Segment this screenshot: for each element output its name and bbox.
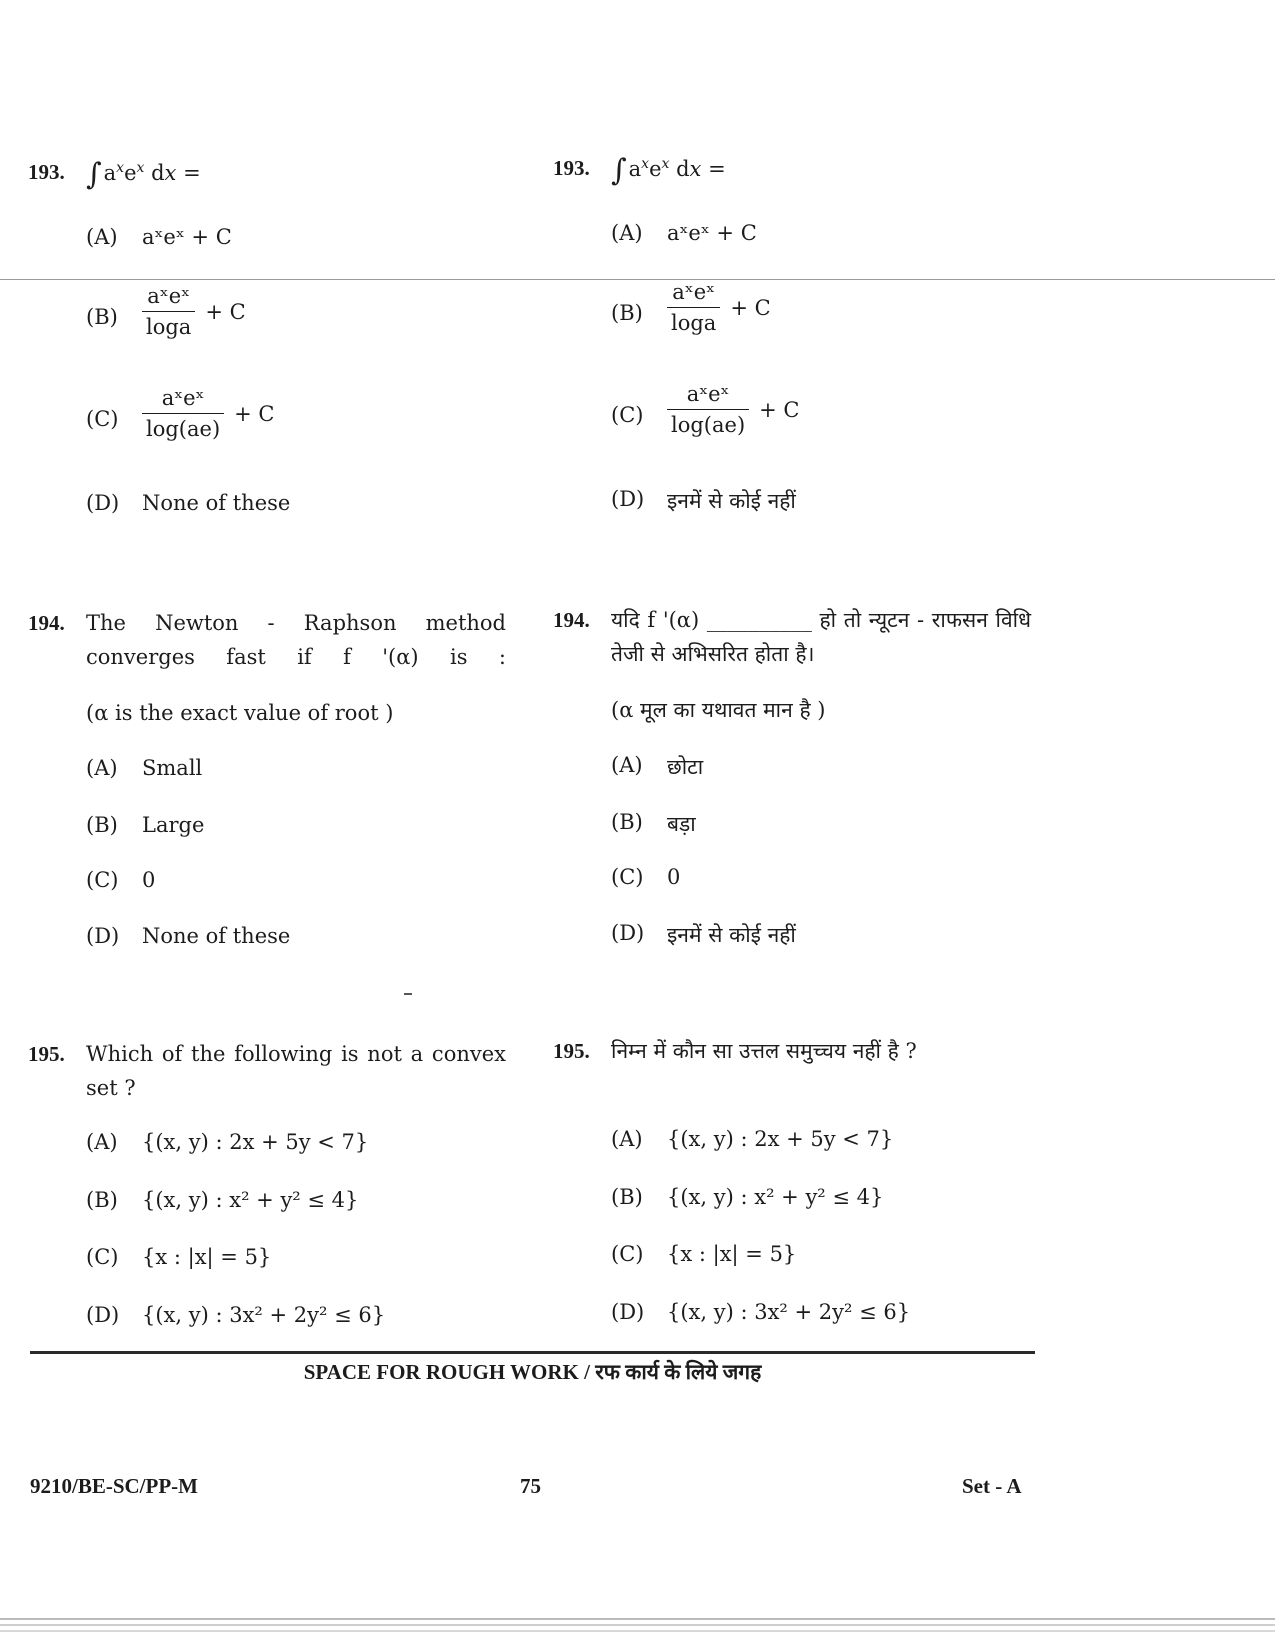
page-number: 75 (520, 1474, 541, 1498)
question-number: 193. (553, 156, 590, 180)
question-number: 194. (28, 611, 65, 635)
question-text: यदि f '(α) __________ हो तो न्यूटन - राफसन विधि तेजी से अभिसरित होता है। (611, 608, 1031, 666)
paper-code: 9210/BE-SC/PP-M (30, 1474, 198, 1498)
scan-edge-band (0, 1630, 1275, 1632)
scan-mark (404, 993, 412, 995)
question-note: (α मूल का यथावत मान है ) (611, 698, 826, 722)
question-number: 195. (28, 1042, 65, 1066)
question-text: निम्न में कौन सा उत्तल समुच्चय नहीं है ? (611, 1039, 917, 1063)
fraction: $\frac{\text{aˣeˣ}}{\log(ae)}$ (142, 385, 224, 442)
scan-edge-band (0, 1624, 1275, 1626)
scan-edge-band (0, 1618, 1275, 1620)
question-number: 195. (553, 1039, 590, 1063)
fraction: $\frac{\text{aˣeˣ}}{\log a}$ (142, 283, 195, 340)
question-text: The Newton - Raphson method converges fast if f '(α) is : (86, 611, 506, 669)
question-text: $\int a^xe^x$ dx = (86, 157, 201, 192)
question-text: $\int a^xe^x$ dx = (611, 153, 726, 188)
set-label: Set - A (962, 1474, 1022, 1498)
scan-fold-line (0, 279, 1275, 280)
question-number: 193. (28, 160, 65, 184)
fraction: $\frac{\text{aˣeˣ}}{\log a}$ (667, 279, 720, 336)
fraction: $\frac{\text{aˣeˣ}}{\log(ae)}$ (667, 381, 749, 438)
question-number: 194. (553, 608, 590, 632)
question-note: (α is the exact value of root ) (86, 701, 394, 725)
rough-work-divider (30, 1351, 1035, 1354)
question-text: Which of the following is not a convex set ? (86, 1042, 506, 1100)
rough-work-label: SPACE FOR ROUGH WORK / रफ कार्य के लिये जगह (303, 1360, 762, 1384)
